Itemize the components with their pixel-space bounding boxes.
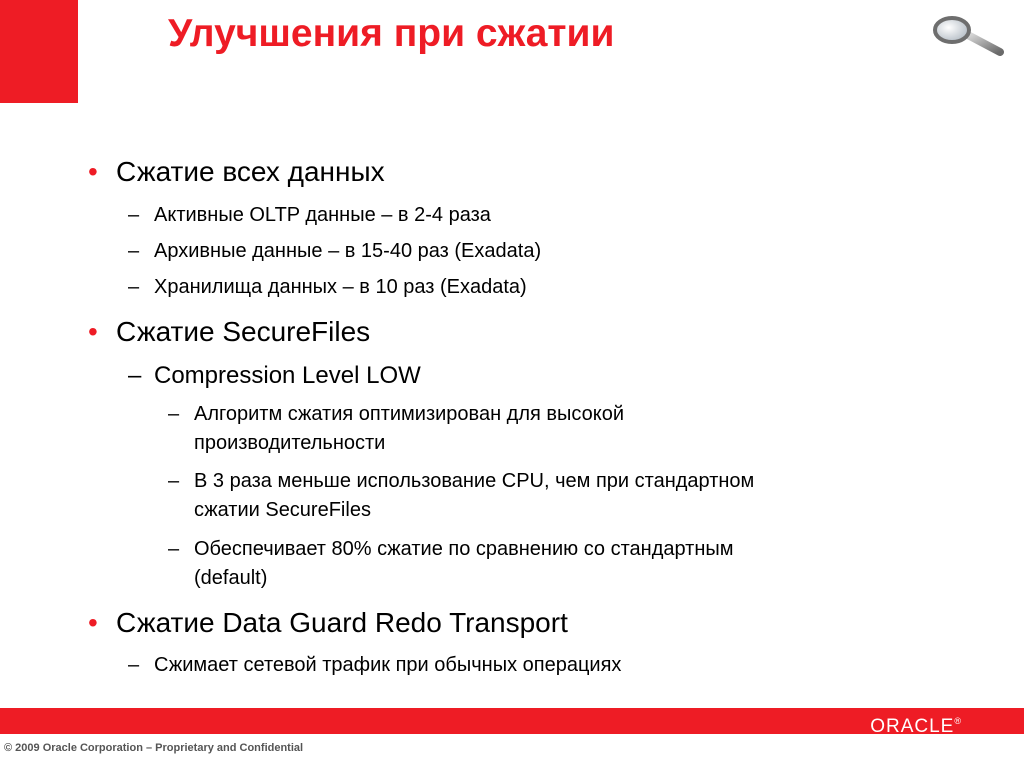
bullet-item: Сжатие Data Guard Redo Transport (116, 607, 568, 638)
dash-marker: – (128, 654, 140, 676)
sub-item: Хранилища данных – в 10 раз (Exadata) (154, 276, 527, 298)
bullet-marker: • (88, 156, 98, 187)
sub-item: Архивные данные – в 15-40 раз (Exadata) (154, 240, 542, 262)
sub-sub-item: Алгоритм сжатия оптимизирован для высокой (194, 403, 625, 425)
bullet-marker: • (88, 607, 98, 638)
dash-marker: – (128, 240, 140, 262)
dash-marker: – (168, 403, 180, 425)
dash-marker: – (168, 538, 180, 560)
sub-item: Сжимает сетевой трафик при обычных операциях (154, 654, 622, 676)
oracle-logo (870, 708, 962, 737)
dash-marker: – (128, 204, 140, 226)
sub-sub-item: Обеспечивает 80% сжатие по сравнению со стандартным (194, 538, 734, 560)
copyright-notice: © 2009 Oracle Corporation – Proprietary and Confidential (4, 742, 304, 754)
dash-marker: – (168, 470, 180, 492)
sub-sub-item-continuation: сжатии SecureFiles (194, 499, 371, 521)
dash-marker: – (128, 362, 142, 389)
sub-sub-item: В 3 раза меньше использование CPU, чем при стандартном (194, 470, 755, 492)
registered-mark: ® (954, 716, 962, 726)
oracle-logo-text: ORACLE (870, 716, 955, 737)
sub-sub-item-continuation: производительности (194, 432, 386, 454)
sub-item: Compression Level LOW (154, 362, 421, 389)
sub-sub-item-continuation: (default) (194, 567, 268, 589)
slide-title: Улучшения при сжатии (168, 12, 615, 55)
bullet-item: Сжатие всех данных (116, 156, 385, 187)
bullet-item: Сжатие SecureFiles (116, 316, 371, 347)
bullet-marker: • (88, 316, 98, 347)
sub-item: Активные OLTP данные – в 2-4 раза (154, 204, 491, 226)
dash-marker: – (128, 276, 140, 298)
